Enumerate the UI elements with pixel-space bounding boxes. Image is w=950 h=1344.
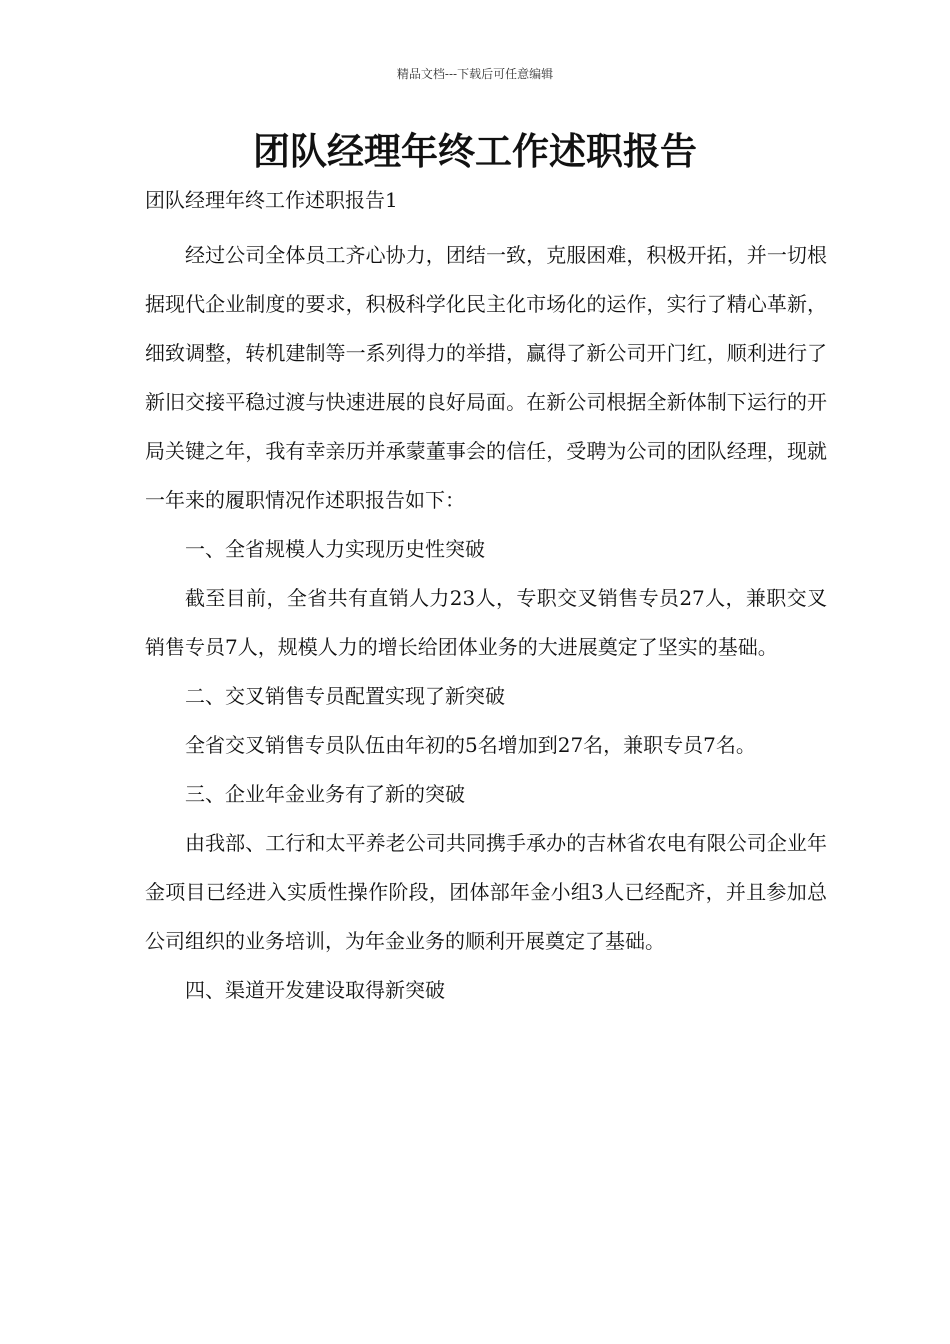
- paragraph-2: 全省交叉销售专员队伍由年初的5名增加到27名，兼职专员7名。: [185, 733, 756, 757]
- paragraph-intro: 经过公司全体员工齐心协力，团结一致，克服困难，积极开拓，并一切根据现代企业制度的要求，积极科学化民主化市场化的运作，实行了精心革新，细致调整，转机建制等一系列得力的举措，赢得了新公司开门红，顺利进行了新旧交接平稳过渡与快速进展的良好局面。在新公司根据全新体制下运行的开局关键之年，我有幸亲历并承蒙董事会的信任，受聘为公司的团队经理，现就一年来的履职情况作述职报告如下：: [145, 243, 827, 512]
- header-note: 精品文档---下载后可任意编辑: [396, 67, 554, 81]
- report-subtitle: 团队经理年终工作述职报告1: [145, 188, 398, 212]
- paragraph-3: 由我部、工行和太平养老公司共同携手承办的吉林省农电有限公司企业年金项目已经进入实质性操作阶段，团体部年金小组3人已经配齐，并且参加总公司组织的业务培训，为年金业务的顺利开展奠定了基础。: [145, 831, 827, 953]
- section-heading-2: 二、交叉销售专员配置实现了新突破: [185, 684, 505, 708]
- section-heading-3: 三、企业年金业务有了新的突破: [185, 782, 465, 806]
- section-heading-1: 一、全省规模人力实现历史性突破: [185, 537, 485, 561]
- document-title: 团队经理年终工作述职报告: [253, 130, 697, 173]
- section-heading-4: 四、渠道开发建设取得新突破: [185, 978, 445, 1002]
- document-body: [145, 182, 827, 1015]
- paragraph-1: 截至目前，全省共有直销人力23人，专职交叉销售专员27人，兼职交叉销售专员7人，规模人力的增长给团体业务的大进展奠定了坚实的基础。: [145, 586, 827, 659]
